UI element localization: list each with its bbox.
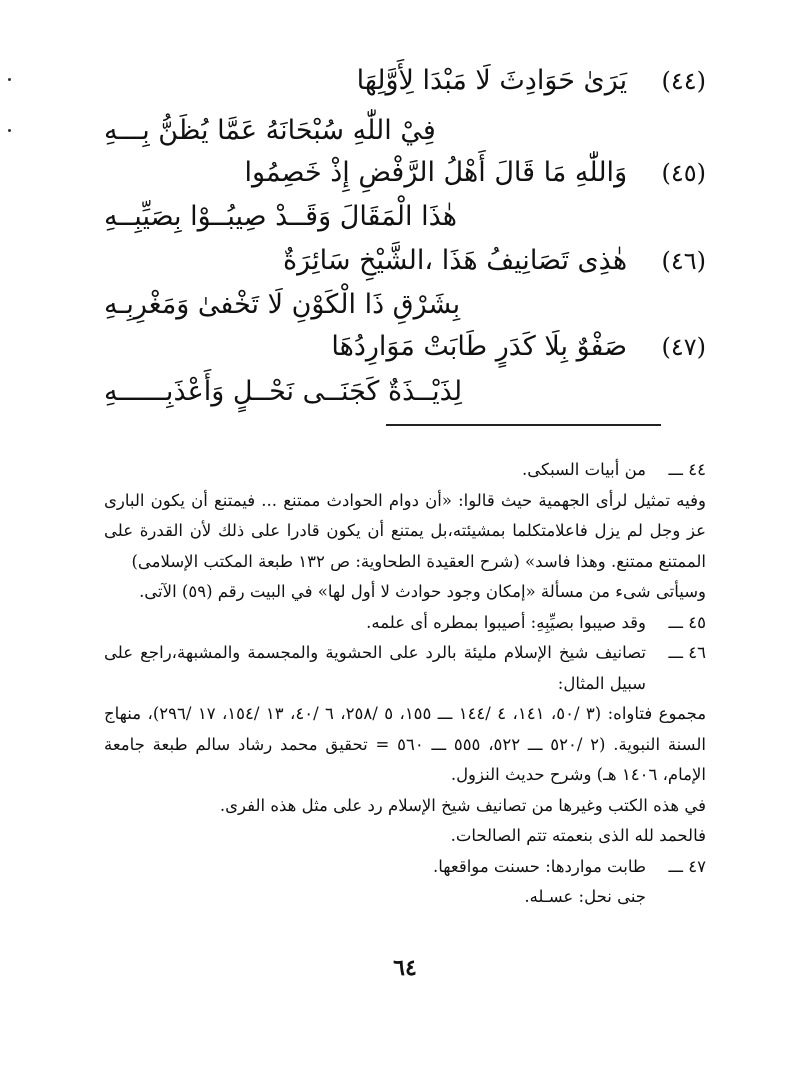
footnote-number: ٤٦ ـــ [668, 643, 706, 662]
footnotes [104, 455, 706, 913]
verse-47-second-hemistich: لِذَيْــذَةٌ كَجَنَــى نَحْــلٍ وَأَعْذَبِــــــهِ [104, 376, 463, 407]
footnote-text: طابت مواردها: حسنت مواقعها. [432, 856, 646, 876]
verse-number: (٤٤) [661, 67, 706, 95]
footnote-text: وقد صيبوا بصيِّبِهِ: أصيبوا بمطره أى علمه. [366, 612, 646, 632]
footnote-45 [104, 608, 706, 639]
footnote-text: في هذه الكتب وغيرها من تصانيف شيخ الإسلام رد على مثل هذه الفرى. [219, 795, 706, 815]
margin-dot [8, 129, 11, 132]
page-number: ٦٤ [393, 955, 417, 981]
footnote-46 [104, 638, 706, 699]
footnote-number: ٤٤ ـــ [668, 460, 706, 479]
footnote-44-continuation [104, 486, 706, 608]
footnote-body [104, 852, 646, 913]
footnote-text: وسيأتى شىء من مسألة «إمكان وجود حوادث لا أول لها» في البيت رقم (٥٩) الآتى. [139, 582, 706, 601]
verse-46-first-hemistich [283, 241, 706, 281]
margin-dot [8, 78, 11, 81]
verse-46-second-hemistich: بِشَرْقِ ذَا الْكَوْنِ لَا تَخْفىٰ وَمَغْرِبِـهِ [104, 289, 461, 320]
footnote-44 [104, 455, 706, 486]
hemistich-text: وَاللّٰهِ مَا قَالَ أَهْلُ الرَّفْضِ إِذْ خَصِمُوا [244, 157, 628, 188]
footnote-text: فالحمد لله الذى بنعمته تتم الصالحات. [450, 826, 706, 845]
footnote-body [104, 455, 646, 486]
footnote-text: جنى نحل: عسـله. [524, 887, 646, 906]
footnote-separator [386, 424, 661, 426]
verse-44-first-hemistich [357, 61, 706, 101]
footnote-number: ٤٥ ـــ [668, 612, 706, 632]
footnote-body [104, 638, 646, 699]
footnote-46-continuation [104, 699, 706, 852]
verse-45-first-hemistich [245, 153, 707, 193]
footnote-text: من أبيات السبكى. [521, 460, 646, 479]
footnote-text: مجموع فتاواه: (٣ /٥٠، ١٤١، ٤ /١٤٤ ـــ ١٥٥، ٥ /٢٥٨، ٦ /٤٠، ١٣ /١٥٤، ١٧ /٢٩٦)، منهاج السنة النبوية. (٢ /٥٢٠ ـــ ٥٢٢، ٥٥٥ ـــ ٥٦٠ = تحقيق محمد رشاد سالم طبعة جامعة الإمام، ١٤٠٦ هـ) وشرح حديث النزول. [104, 704, 707, 784]
verse-47-first-hemistich [331, 327, 706, 367]
verse-number: (٤٥) [661, 159, 706, 187]
footnote-47 [104, 852, 706, 913]
footnote-text: وفيه تمثيل لرأى الجهمية حيث قالوا: «أن دوام الحوادث ممتنع ... فيمتنع أن يكون البارى عز وجل لم يزل فاعلامتكلما بمشيئته،بل يمتنع أن يكون قادرا على ذلك لأن القدرة على الممتنع ممتنع. وهذا فاسد» (شرح العقيدة الطحاوية: ص ١٣٢ طبعة المكتب الإسلامى) [104, 490, 706, 571]
footnote-number: ٤٧ ـــ [668, 856, 706, 876]
footnote-body [104, 608, 646, 639]
verse-44-second-hemistich: فِيْ اللّٰهِ سُبْحَانَهُ عَمَّا يُظَنُّ بِـــهِ [104, 115, 436, 146]
verse-45-second-hemistich: هٰذَا الْمَقَالَ وَقَــدْ صِيبُــوْا بِصَيِّبِــهِ [104, 201, 458, 232]
verse-number: (٤٦) [661, 247, 706, 275]
footnote-text: تصانيف شيخ الإسلام مليئة بالرد على الحشوية والمجسمة والمشبهة،راجع على سبيل المثال: [104, 643, 646, 693]
hemistich-text: صَفْوٌ بِلَا كَدَرٍ طَابَتْ مَوَارِدُهَا [331, 331, 628, 362]
hemistich-text: يَرَىٰ حَوَادِثَ لَا مَبْدَا لِأَوَّلِهَا [356, 65, 628, 96]
hemistich-text: هٰذِى تَصَانِيفُ هَذَا ،الشَّيْخِ سَائِرَةٌ [283, 245, 628, 276]
verse-number: (٤٧) [661, 333, 706, 361]
